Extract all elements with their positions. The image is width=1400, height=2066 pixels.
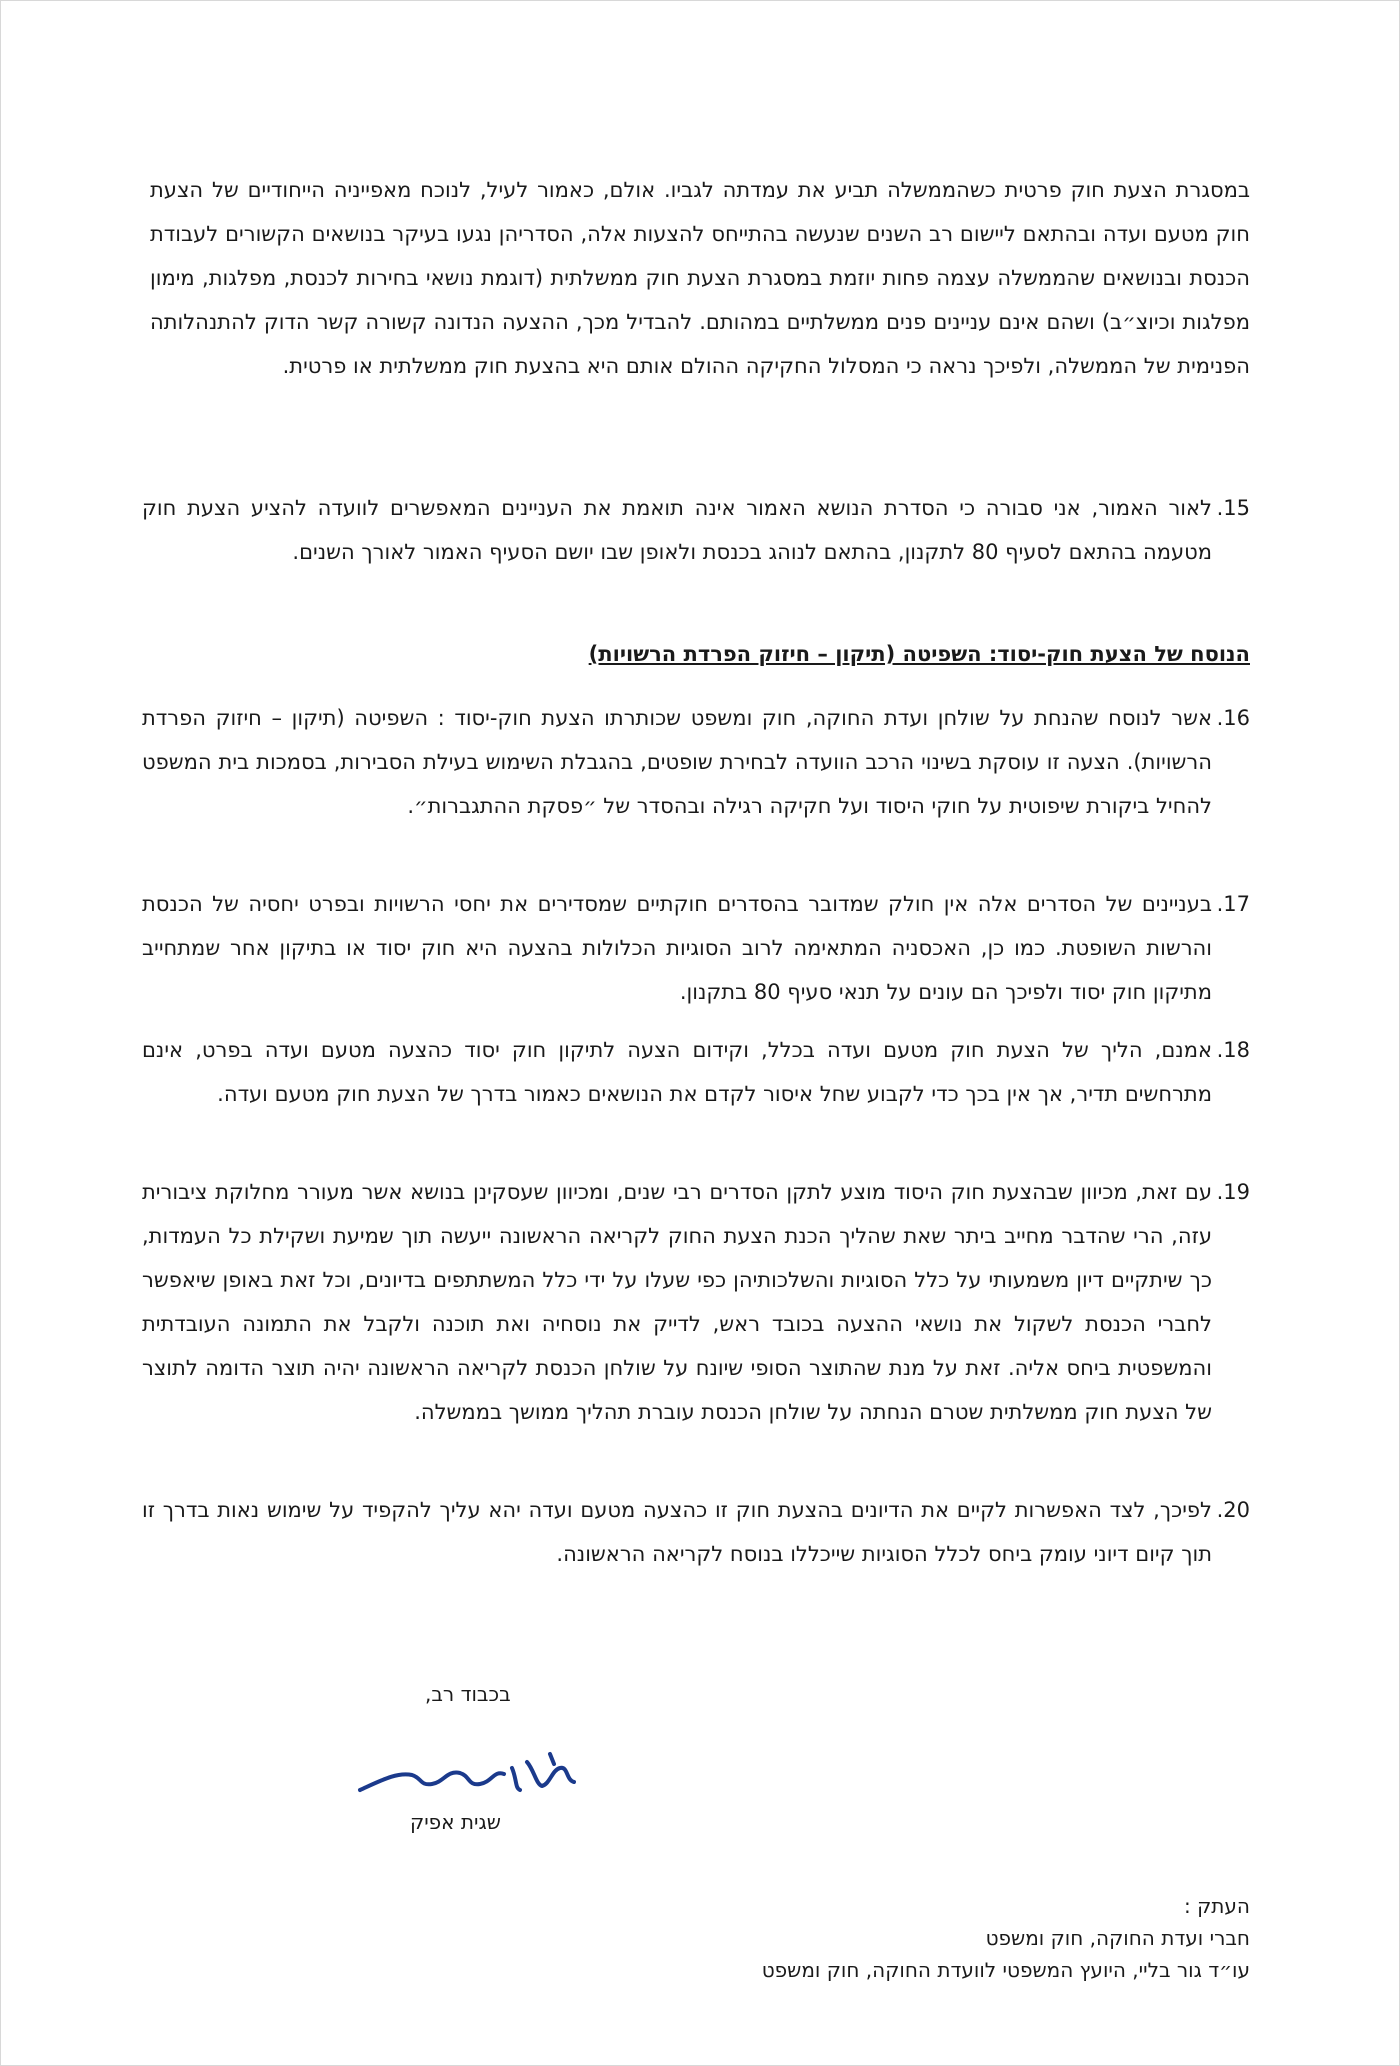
paragraph-number: 15. (1216, 496, 1250, 520)
paragraph-text: בעניינים של הסדרים אלה אין חולק שמדובר בהסדרים חוקתיים שמסדירים את יחסי הרשויות ובפרט יחסיה של הכנסת והרשות השופטת. כמו כן, האכסניה המתאימה לרוב הסוגיות הכלולות בהצעה היא חוק יסוד או בתיקון אחר שמתחייב מתיקון חוק יסוד ולפיכך הם עונים על תנאי סעיף 80 בתקנון. (142, 892, 1212, 1004)
paragraph-20 (142, 1488, 1250, 1576)
signer-name: שגית אפיק (410, 1810, 501, 1834)
paragraph-19 (142, 1170, 1250, 1434)
paragraph-number: 16. (1216, 706, 1250, 730)
paragraph-number: 20. (1216, 1498, 1250, 1522)
paragraph-number: 18. (1216, 1038, 1250, 1062)
paragraph-text: אשר לנוסח שהנחת על שולחן ועדת החוקה, חוק ומשפט שכותרתו הצעת חוק-יסוד : השפיטה (תיקון – חיזוק הפרדת הרשויות). הצעה זו עוסקת בשינוי הרכב הוועדה לבחירת שופטים, בהגבלת השימוש בעילת הסבירות, בסמכות בית המשפט להחיל ביקורת שיפוטית על חוקי היסוד ועל חקיקה רגילה ובהסדר של ״פסקת ההתגברות״. (142, 706, 1212, 818)
paragraph-number: 19. (1216, 1180, 1250, 1204)
intro-paragraph: במסגרת הצעת חוק פרטית כשהממשלה תביע את עמדתה לגביו. אולם, כאמור לעיל, לנוכח מאפייניה הייחודיים של הצעת חוק מטעם ועדה ובהתאם ליישום רב השנים שנעשה בהתייחס להצעות אלה, הסדריהן נגעו בעיקר בנושאים הקשורים לעבודת הכנסת ובנושאים שהממשלה עצמה פחות יוזמת במסגרת הצעת חוק ממשלתית (דוגמת נושאי בחירות לכנסת, מפלגות, מימון מפלגות וכיוצ״ב) ושהם אינם עניינים פנים ממשלתיים במהותם. להבדיל מכך, ההצעה הנדונה קשורה קשר הדוק להתנהלותה הפנימית של הממשלה, ולפיכך נראה כי המסלול החקיקה ההולם אותם היא בהצעת חוק ממשלתית או פרטית. (150, 178, 1250, 378)
cc-recipient: עו״ד גור בליי, היועץ המשפטי לוועדת החוקה, חוק ומשפט (761, 1958, 1250, 1982)
closing-salutation: בכבוד רב, (425, 1682, 511, 1706)
paragraph-15 (142, 486, 1250, 574)
paragraph-text: עם זאת, מכיוון שבהצעת חוק היסוד מוצע לתקן הסדרים רבי שנים, ומכיוון שעסקינן בנושא אשר מעורר מחלוקת ציבורית עזה, הרי שהדבר מחייב ביתר שאת שהליך הכנת הצעת החוק לקריאה הראשונה ייעשה תוך שמיעת ושקילת כל העמדות, כך שיתקיים דיון משמעותי על כלל הסוגיות והשלכותיהן כפי שעלו על ידי כלל המשתתפים בדיונים, וכל זאת באופן שיאפשר לחברי הכנסת לשקול את נושאי ההצעה בכובד ראש, לדייק את נוסחיה ואת תוכנה ולקבל את התמונה העובדתית והמשפטית ביחס אליה. זאת על מנת שהתוצר הסופי שיונח על שולחן הכנסת לקריאה הראשונה יהיה תוצר הדומה לתוצר של הצעת חוק ממשלתית שטרם הנחתה על שולחן הכנסת עוברת תהליך ממושך בממשלה. (142, 1180, 1212, 1424)
paragraph-16 (142, 696, 1250, 828)
paragraph-text: לפיכך, לצד האפשרות לקיים את הדיונים בהצעת חוק זו כהצעה מטעם ועדה יהא עליך להקפיד על שימוש נאות בדרך זו תוך קיום דיוני עומק ביחס לכלל הסוגיות שייכללו בנוסח לקריאה הראשונה. (142, 1498, 1212, 1566)
cc-label: העתק : (1183, 1894, 1250, 1918)
section-heading: הנוסח של הצעת חוק-יסוד: השפיטה (תיקון – חיזוק הפרדת הרשויות) (588, 642, 1250, 666)
paragraph-text: לאור האמור, אני סבורה כי הסדרת הנושא האמור אינה תואמת את העניינים המאפשרים לוועדה להציע הצעת חוק מטעמה בהתאם לסעיף 80 לתקנון, בהתאם לנוהג בכנסת ולאופן שבו יושם הסעיף האמור לאורך השנים. (142, 496, 1212, 564)
paragraph-number: 17. (1216, 892, 1250, 916)
handwritten-signature (352, 1740, 592, 1810)
cc-block (762, 1890, 1250, 1986)
paragraph-17 (142, 882, 1250, 1014)
paragraph-text: אמנם, הליך של הצעת חוק מטעם ועדה בכלל, וקידום הצעה לתיקון חוק יסוד כהצעה מטעם ועדה בפרט, אינם מתרחשים תדיר, אך אין בכך כדי לקבוע שחל איסור לקדם את הנושאים כאמור בדרך של הצעת חוק מטעם ועדה. (142, 1038, 1212, 1106)
cc-recipient: חברי ועדת החוקה, חוק ומשפט (985, 1926, 1250, 1950)
paragraph-18 (142, 1028, 1250, 1116)
